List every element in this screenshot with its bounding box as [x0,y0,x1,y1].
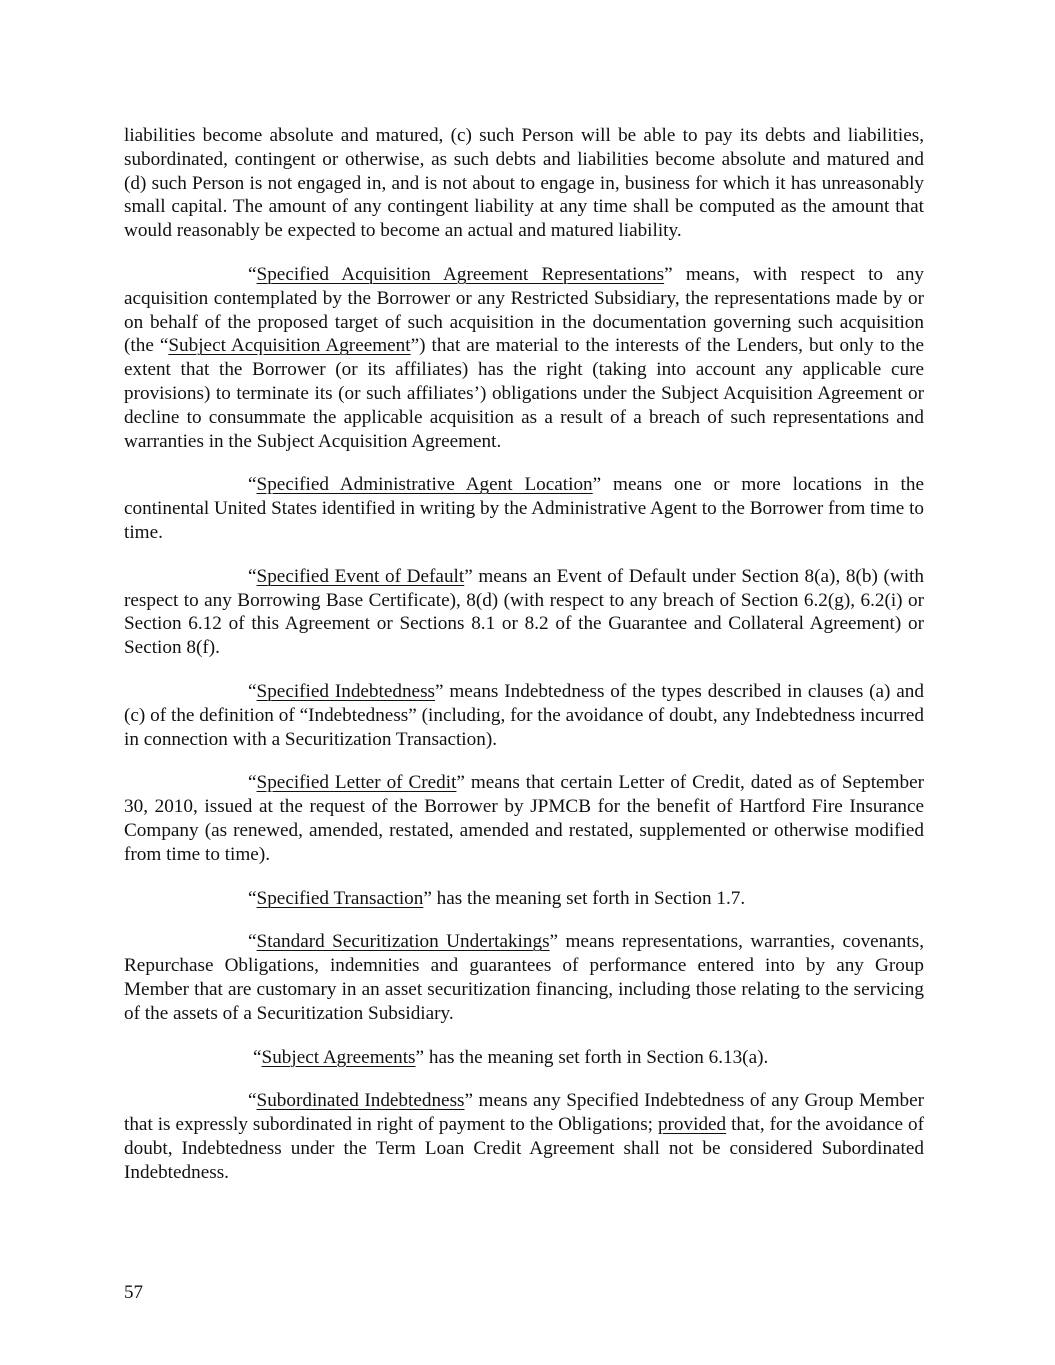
open-quote: “ [248,772,257,794]
definition-text: ” means, with respect to any acquisition contemplated by the Borrower or any Restricted Subsidiary, the representations made by or on behalf of the proposed target of such acquisition in the documentation governing such acquisition (the “ [124,263,925,357]
definition-specified-transaction [124,887,924,911]
open-quote: “ [248,474,257,496]
definition-text: ” has the meaning set forth in Section 1.7. [423,887,746,909]
definition-specified-acquisition-agreement-representations [124,263,924,453]
document-body [124,124,924,1204]
defined-term: Subject Agreements [261,1046,416,1068]
open-quote: “ [248,887,257,909]
defined-term: Specified Administrative Agent Location [256,474,593,496]
definition-subject-agreements [124,1046,924,1070]
defined-term: Specified Letter of Credit [256,772,457,794]
definition-specified-letter-of-credit [124,771,924,866]
definition-text: ” means that certain Letter of Credit, dated as of September 30, 2010, issued at the request of the Borrower by JPMCB for the benefit of Hartford Fire Insurance Company (as renewed, amended, restated, amended and restated, supplemented or otherwise modified from time to time). [124,772,924,865]
definition-subordinated-indebtedness [124,1089,924,1184]
definition-text: ” means any Specified Indebtedness of any Group Member that is expressly subordinated in right of payment to the Obligations; [124,1090,924,1136]
page-number: 57 [124,1282,143,1303]
open-quote: “ [248,1090,257,1112]
definition-specified-administrative-agent-location [124,473,924,544]
definition-text: ” means representations, warranties, covenants, Repurchase Obligations, indemnities and guarantees of performance entered into by any Group Member that are customary in an asset securitization financing, including those relating to the servicing of the assets of a Securitization Subsidiary. [124,931,924,1024]
definition-text: ”) that are material to the interests of the Lenders, but only to the extent that the Borrower (or its affiliates) has the right (taking into account any applicable cure provisions) to terminate its (or such affiliates’) obligations under the Subject Acquisition Agreement or decline to consummate the applicable acquisition as a result of a breach of such representations and warranties in the Subject Acquisition Agreement. [124,335,924,452]
defined-term: Specified Indebtedness [256,680,436,702]
defined-term: Specified Acquisition Agreement Representations [256,263,665,285]
defined-term: Standard Securitization Undertakings [256,931,550,953]
definition-specified-event-of-default [124,565,924,660]
defined-term: Specified Event of Default [256,565,465,587]
definition-specified-indebtedness [124,680,924,751]
definition-text: ” means Indebtedness of the types described in clauses (a) and (c) of the definition of “Indebtedness” (including, for the avoidance of doubt, any Indebtedness incurred in connection with a Securitization Transaction). [124,680,924,750]
open-quote: “ [253,1046,262,1068]
open-quote: “ [248,263,257,285]
open-quote: “ [248,680,257,702]
definition-text: that, for the avoidance of doubt, Indebtedness under the Term Loan Credit Agreement shall not be considered Subordinated Indebtedness. [124,1114,924,1183]
open-quote: “ [248,931,257,953]
lead-paragraph: liabilities become absolute and matured, (c) such Person will be able to pay its debts and liabilities, subordinated, contingent or otherwise, as such debts and liabilities become absolute and matured and (d) such Person is not engaged in, and is not about to engage in, business for which it has unreasonably small capital. The amount of any contingent liability at any time shall be computed as the amount that would reasonably be expected to become an actual and matured liability. [124,125,924,242]
defined-term: Subordinated Indebtedness [256,1090,465,1112]
defined-term: Specified Transaction [256,887,424,909]
open-quote: “ [248,565,257,587]
definition-text: ” has the meaning set forth in Section 6.13(a). [415,1046,769,1068]
definition-text: ” means an Event of Default under Section 8(a), 8(b) (with respect to any Borrowing Base Certificate), 8(d) (with respect to any breach of Section 6.2(g), 6.2(i) or Section 6.12 of this Agreement or Sections 8.1 or 8.2 of the Guarantee and Collateral Agreement) or Section 8(f). [124,565,925,659]
proviso-term: provided [657,1114,727,1136]
definition-standard-securitization-undertakings [124,930,924,1025]
definition-text: ” means one or more locations in the continental United States identified in writing by the Administrative Agent to the Borrower from time to time. [124,474,924,543]
defined-subterm: Subject Acquisition Agreement [168,335,411,357]
